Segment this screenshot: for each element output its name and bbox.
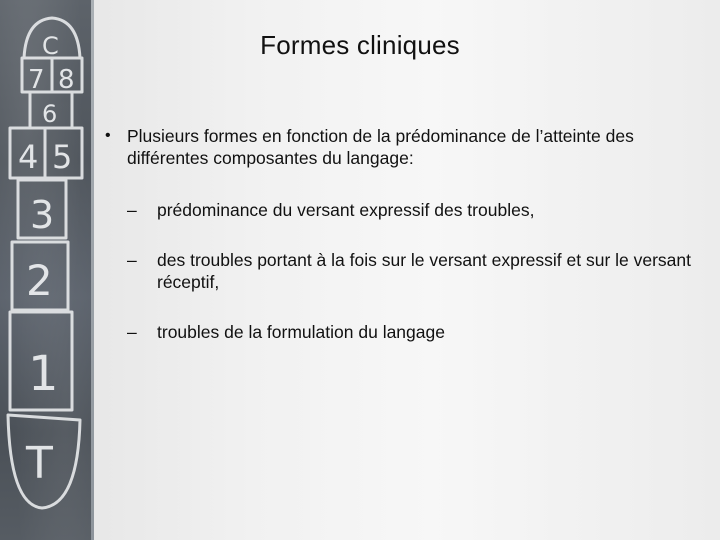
chalk-glyph-8: 8: [58, 65, 75, 95]
sub-item: [105, 321, 705, 343]
sub-item-marker: –: [127, 322, 137, 342]
chalk-glyph-c: C: [42, 32, 59, 60]
sub-item-text: des troubles portant à la fois sur le versant expressif et sur le versant réceptif,: [157, 250, 692, 292]
slide-content: [105, 125, 705, 371]
chalk-glyph-4: 4: [18, 138, 39, 176]
sub-list: [105, 199, 705, 343]
chalk-glyph-7: 7: [28, 65, 45, 95]
hopscotch-photo: [0, 0, 93, 540]
chalk-glyph-5: 5: [52, 138, 73, 176]
bullet-text: Plusieurs formes en fonction de la prédominance de l’atteinte des différentes composantes du langage:: [127, 126, 634, 168]
sub-item-marker: –: [127, 200, 137, 220]
chalk-glyph-1: 1: [28, 346, 59, 402]
sub-item-text: prédominance du versant expressif des troubles,: [157, 200, 535, 220]
chalk-glyph-2: 2: [26, 256, 53, 305]
photo-border: [91, 0, 94, 540]
sub-item: [105, 199, 705, 221]
chalk-glyph-3: 3: [30, 193, 55, 237]
bullet-marker: •: [105, 127, 111, 144]
sub-item-text: troubles de la formulation du langage: [157, 322, 445, 342]
chalk-glyph-t: T: [26, 438, 53, 489]
sub-item: [105, 249, 705, 293]
bullet-item: [105, 125, 705, 169]
slide-title: Formes cliniques: [260, 30, 460, 60]
chalk-glyph-6: 6: [42, 100, 58, 128]
chalk-drawing: [0, 0, 93, 540]
sub-item-marker: –: [127, 250, 137, 270]
